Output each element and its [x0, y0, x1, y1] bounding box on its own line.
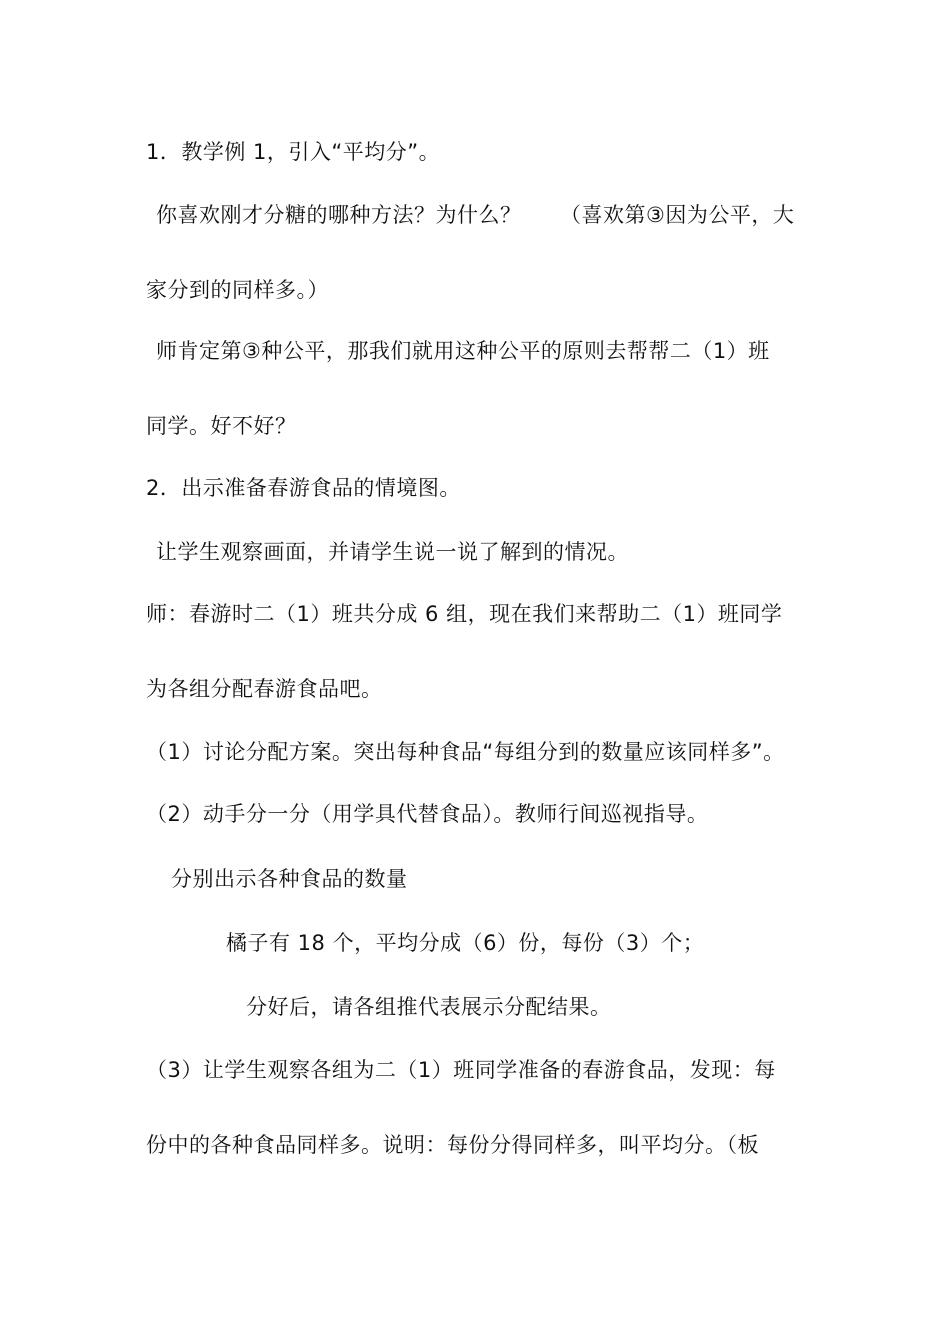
step-1-discuss: （1）讨论分配方案。突出每种食品“每组分到的数量应该同样多”。: [146, 740, 785, 764]
oranges-line: 橘子有 18 个，平均分成（6）份，每份（3）个；: [226, 931, 705, 955]
question-line: 你喜欢刚才分糖的哪种方法？为什么？: [156, 203, 522, 227]
teacher-affirm-line-2: 同学。好不好？: [146, 414, 297, 438]
teacher-spring-line-1: 师：春游时二（1）班共分成 6 组，现在我们来帮助二（1）班同学: [146, 602, 783, 626]
step-3-line-1: （3）让学生观察各组为二（1）班同学准备的春游食品，发现：每: [146, 1058, 776, 1082]
answer-line-end: 家分到的同样多。）: [146, 278, 329, 302]
teacher-spring-line-2: 为各组分配春游食品吧。: [146, 677, 383, 701]
answer-line-start: （喜欢第③因为公平，大: [560, 203, 795, 227]
group-present-line: 分好后，请各组推代表展示分配结果。: [246, 995, 612, 1019]
heading-example-1: 1．教学例 1，引入“平均分”。: [146, 140, 441, 164]
teacher-affirm-line-1: 师肯定第③种公平，那我们就用这种公平的原则去帮帮二（1）班: [156, 339, 770, 363]
step-3-line-2: 份中的各种食品同样多。说明：每份分得同样多，叫平均分。（板: [146, 1133, 759, 1157]
show-quantities-line: 分别出示各种食品的数量: [171, 867, 408, 891]
step-2-hands-on: （2）动手分一分（用学具代替食品）。教师行间巡视指导。: [146, 802, 709, 826]
observe-line: 让学生观察画面，并请学生说一说了解到的情况。: [156, 540, 629, 564]
heading-situation-image: 2．出示准备春游食品的情境图。: [146, 476, 461, 500]
